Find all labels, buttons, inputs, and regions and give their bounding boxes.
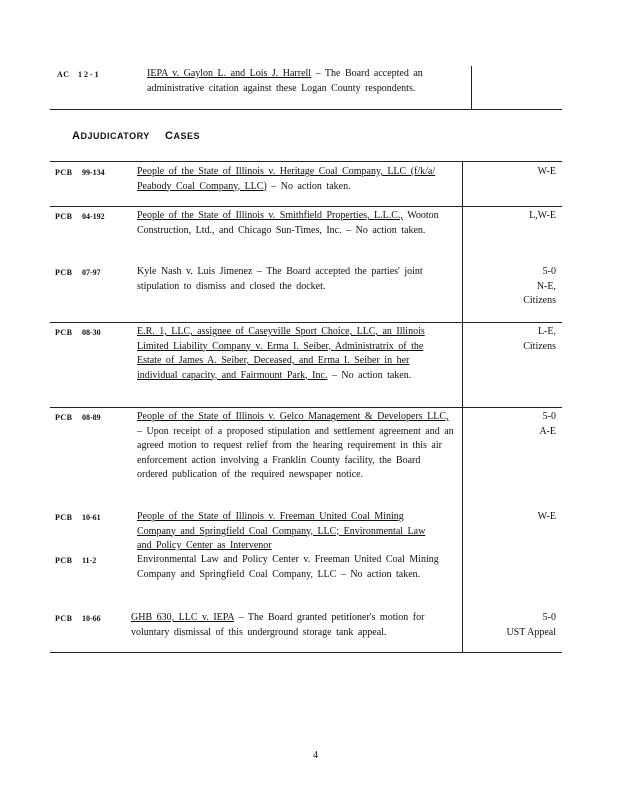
- case-vote: W-E: [537, 511, 556, 522]
- case-number-ac: 12-1: [78, 70, 101, 79]
- case-title: IEPA v. Gaylon L. and Lois J. Harrell: [147, 68, 312, 79]
- row-divider: [50, 407, 562, 408]
- case-text: – The Board accepted an administrative citation against these Logan County respondents.: [147, 68, 423, 94]
- case-text: – The Board granted petitioner's motion for voluntary dismissal of this underground storage tank appeal.: [131, 612, 425, 638]
- case-prefix: PCB: [55, 556, 73, 565]
- case-vote: L-E, Citizens: [523, 326, 556, 352]
- row-divider: [50, 322, 562, 323]
- case-text: – No action taken.: [327, 369, 412, 381]
- case-title: People of the State of Illinois v. Gelco Management & Developers LLC,: [137, 411, 449, 422]
- vertical-rule: [471, 66, 472, 110]
- section-header-adjudicatory: ADJUDICATORY: [72, 130, 150, 142]
- case-number: 04-192: [82, 212, 105, 221]
- case-number: 08-30: [82, 328, 101, 337]
- case-vote: L,W-E: [529, 210, 556, 221]
- case-vote: 5-0 A-E: [539, 411, 556, 437]
- case-number: 10-66: [82, 614, 101, 623]
- case-title: People of the State of Illinois v. Smithfield Properties, L.L.C.,: [137, 210, 403, 221]
- case-prefix: PCB: [55, 168, 73, 177]
- case-description: [137, 553, 447, 582]
- case-vote: 5-0 N-E, Citizens: [523, 266, 556, 306]
- table-bottom-rule: [50, 652, 562, 653]
- section-header-cases: CASES: [165, 130, 200, 142]
- case-number: 08-89: [82, 413, 101, 422]
- row-divider: [50, 206, 562, 207]
- case-prefix: PCB: [55, 268, 73, 277]
- case-text: Environmental Law and Policy Center v. Freeman United Coal Mining Company and Springfield Coal Company, LLC – No action taken.: [137, 554, 439, 580]
- case-title: GHB 630, LLC v. IEPA: [131, 612, 235, 623]
- horizontal-rule: [50, 109, 562, 110]
- case-number: 99-134: [82, 168, 105, 177]
- case-vote: W-E: [537, 166, 556, 177]
- case-number: 11-2: [82, 556, 97, 565]
- case-number: 07-97: [82, 268, 101, 277]
- case-description: [137, 410, 455, 483]
- case-text: Wooton Construction, Ltd., and Chicago Sun-Times, Inc. – No action taken.: [137, 210, 439, 236]
- case-prefix: PCB: [55, 614, 73, 623]
- case-vote: 5-0 UST Appeal: [506, 612, 556, 638]
- case-description: [137, 209, 442, 238]
- case-prefix: PCB: [55, 513, 73, 522]
- case-number: 10-61: [82, 513, 101, 522]
- case-text: – No action taken.: [266, 180, 351, 192]
- case-title: People of the State of Illinois v. Heritage Coal Company, LLC (f/k/a/ Peabody Coal Company, LLC): [137, 166, 436, 192]
- case-prefix: PCB: [55, 413, 73, 422]
- table-top-rule: [50, 161, 562, 162]
- case-prefix-ac: AC: [57, 70, 70, 79]
- case-description: [137, 165, 442, 194]
- case-title: People of the State of Illinois v. Freeman United Coal Mining Company and Springfield Coal Company, LLC; Environmental Law and Policy Center as Intervenor: [137, 511, 426, 551]
- case-description: [137, 510, 437, 554]
- page-number: 4: [313, 750, 318, 761]
- case-title: E.R. 1, LLC, assignee of Caseyville Sport Choice, LLC, an Illinois Limited Liability Company v. Erma I. Seiber, Administratrix of the Estate of James A. Seiber, Deceased, and Erma I. Seiber in her individual capacity, and Fairmount Park, Inc.: [137, 326, 425, 381]
- case-description: [137, 325, 442, 383]
- case-text: – Upon receipt of a proposed stipulation and settlement agreement and an agreed motion to request relief from the hearing requirement in this air enforcement action involving a Franklin County facility, the Board ordered publication of the required newspaper notice.: [137, 425, 454, 480]
- case-prefix: PCB: [55, 212, 73, 221]
- case-description-ac: [147, 67, 457, 96]
- case-text: Kyle Nash v. Luis Jimenez – The Board accepted the parties' joint stipulation to dismiss and closed the docket.: [137, 266, 423, 292]
- case-prefix: PCB: [55, 328, 73, 337]
- case-description: [137, 265, 437, 294]
- case-description: [131, 611, 449, 640]
